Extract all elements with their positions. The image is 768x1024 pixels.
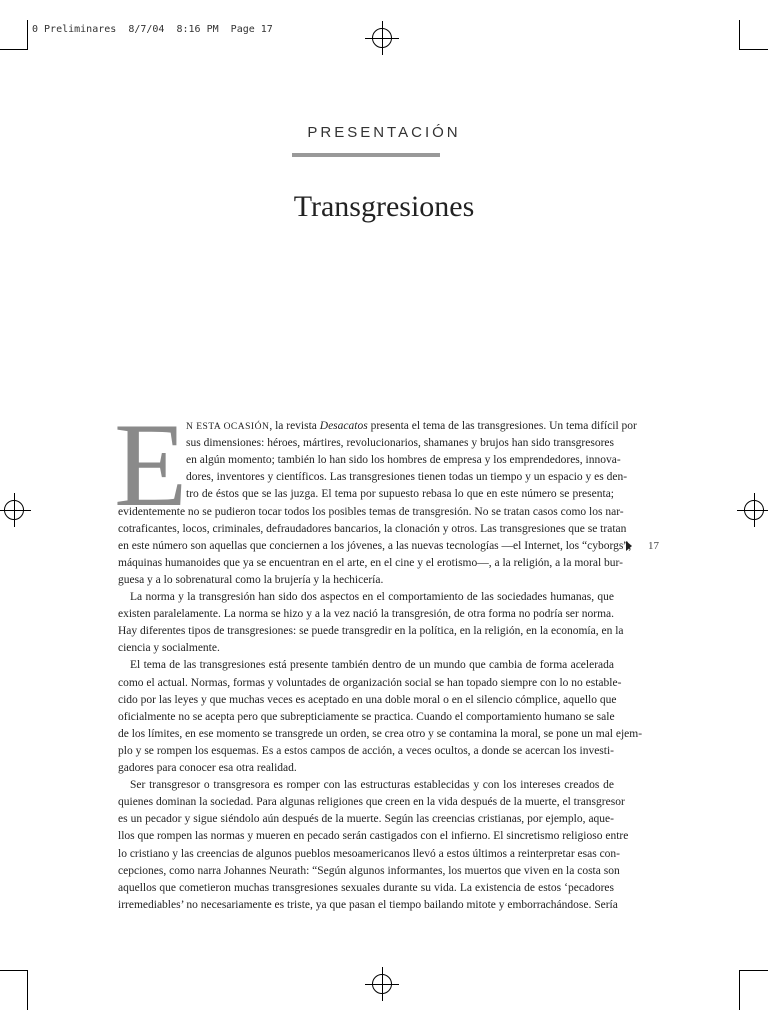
registration-mark-left-icon xyxy=(4,500,24,520)
section-label: PRESENTACIÓN xyxy=(307,124,461,141)
text-line: quienes dominan la sociedad. Para algunas religiones que creen en la vida después de la muerte, el transgresor xyxy=(118,796,625,809)
crop-mark-bottom-right-horizontal xyxy=(739,970,768,971)
crop-mark-top-right-horizontal xyxy=(739,49,768,50)
text-line: cotraficantes, locos, criminales, defraudadores bancarios, la clonación y otros. Las transgresiones que se tratan xyxy=(118,522,627,535)
text-line: cido por las leyes y que muchas veces es aceptado en una doble moral o en el silencio cómplice, aquello que xyxy=(118,693,617,706)
crop-mark-bottom-right-vertical xyxy=(739,970,740,1010)
text-line: N ESTA OCASIÓN, la revista Desacatos presenta el tema de las transgresiones. Un tema difícil por xyxy=(186,420,637,432)
text-line: evidentemente no se pudieron tocar todos los posibles temas de transgresión. No se tratan casos como los nar- xyxy=(118,505,624,518)
text-line: existen paralelamente. La norma se hizo y a la vez nació la transgresión, de otra forma no podría ser norma. xyxy=(118,608,614,621)
text-line: dores, inventores y científicos. Las transgresiones tienen todas un tiempo y un espacio y es den- xyxy=(186,471,628,484)
crop-mark-top-right-vertical xyxy=(739,20,740,50)
article-title: Transgresiones xyxy=(293,190,475,223)
registration-mark-top-icon xyxy=(372,28,392,48)
crop-mark-top-left-horizontal xyxy=(0,49,28,50)
text-line: Ser transgresor o transgresora es romper con las estructuras establecidas y con los intereses creados de xyxy=(130,779,614,792)
text-line: llos que rompen las normas y mueren en pecado serán castigados con el infierno. El sincretismo religioso entre xyxy=(118,830,629,843)
text-line: plo y se rompen los esquemas. Es a estos campos de acción, a veces ocultos, a donde se acercan los investi- xyxy=(118,744,614,757)
text-line: tro de éstos que se las juzga. El tema por supuesto rebasa lo que en este número se presenta; xyxy=(186,488,614,501)
print-header: 0 Preliminares 8/7/04 8:16 PM Page 17 xyxy=(32,24,273,35)
text-line: como el actual. Normas, formas y voluntades de organización social se han topado siempre con lo no estable- xyxy=(118,676,622,689)
crop-mark-bottom-left-horizontal xyxy=(0,970,28,971)
text-line: sus dimensiones: héroes, mártires, revolucionarios, shamanes y brujos han sido transgresores xyxy=(186,437,614,450)
text-line: oficialmente no se acepta pero que subrepticiamente se practica. Cuando el comportamiento humano se sale xyxy=(118,710,615,723)
text-line: cepciones, como narra Johannes Neurath: “Según algunos informantes, los muertos que viven en la costa son xyxy=(118,864,620,877)
text-line: máquinas humanoides que ya se encuentran en el arte, en el cine y el erotismo—, a la religión, a la moral bur- xyxy=(118,556,623,569)
page-number: 17 xyxy=(648,540,659,552)
registration-mark-bottom-icon xyxy=(372,974,392,994)
section-rule xyxy=(292,153,440,157)
text-line: El tema de las transgresiones está presente también dentro de un mundo que cambia de forma acelerada xyxy=(130,659,614,672)
text-line: en este número son aquellas que conciernen a los jóvenes, a las nuevas tecnologías —el Internet, los “cyborgs”, xyxy=(118,539,632,552)
text-line: en algún momento; también lo han sido los hombres de empresa y los emprendedores, innova- xyxy=(186,454,621,467)
text-line: ciencia y socialmente. xyxy=(118,642,220,655)
text-line: guesa y a lo sobrenatural como la brujería y la hechicería. xyxy=(118,573,384,586)
drop-cap: E xyxy=(114,398,188,531)
text-line: Hay diferentes tipos de transgresiones: se puede transgredir en la política, en la religión, en la economía, en la xyxy=(118,625,624,638)
text-line: aquellos que cometieron muchas transgresiones sexuales durante su vida. La existencia de estos ‘pecadores xyxy=(118,881,614,894)
crop-mark-top-left-vertical xyxy=(27,20,28,50)
text-line: es un pecador y sigue siéndolo aún después de la muerte. Según las creencias cristianas, por ejemplo, aque- xyxy=(118,813,614,826)
text-line: gadores para conocer esa otra realidad. xyxy=(118,762,297,774)
text-line: de los límites, en ese momento se transgrede un orden, se crea otro y se contamina la moral, se pone un mal ejem- xyxy=(118,727,643,740)
text-line: irremediables’ no necesariamente es triste, ya que pasan el tiempo bailando mitote y emborrachándose. Sería xyxy=(118,898,618,911)
crop-mark-bottom-left-vertical xyxy=(27,970,28,1010)
text-line: lo cristiano y las creencias de algunos pueblos mesoamericanos llevó a estos últimos a reinterpretar esas con- xyxy=(118,847,621,860)
registration-mark-right-icon xyxy=(744,500,764,520)
text-line: La norma y la transgresión han sido dos aspectos en el comportamiento de las sociedades humanas, que xyxy=(130,591,614,603)
